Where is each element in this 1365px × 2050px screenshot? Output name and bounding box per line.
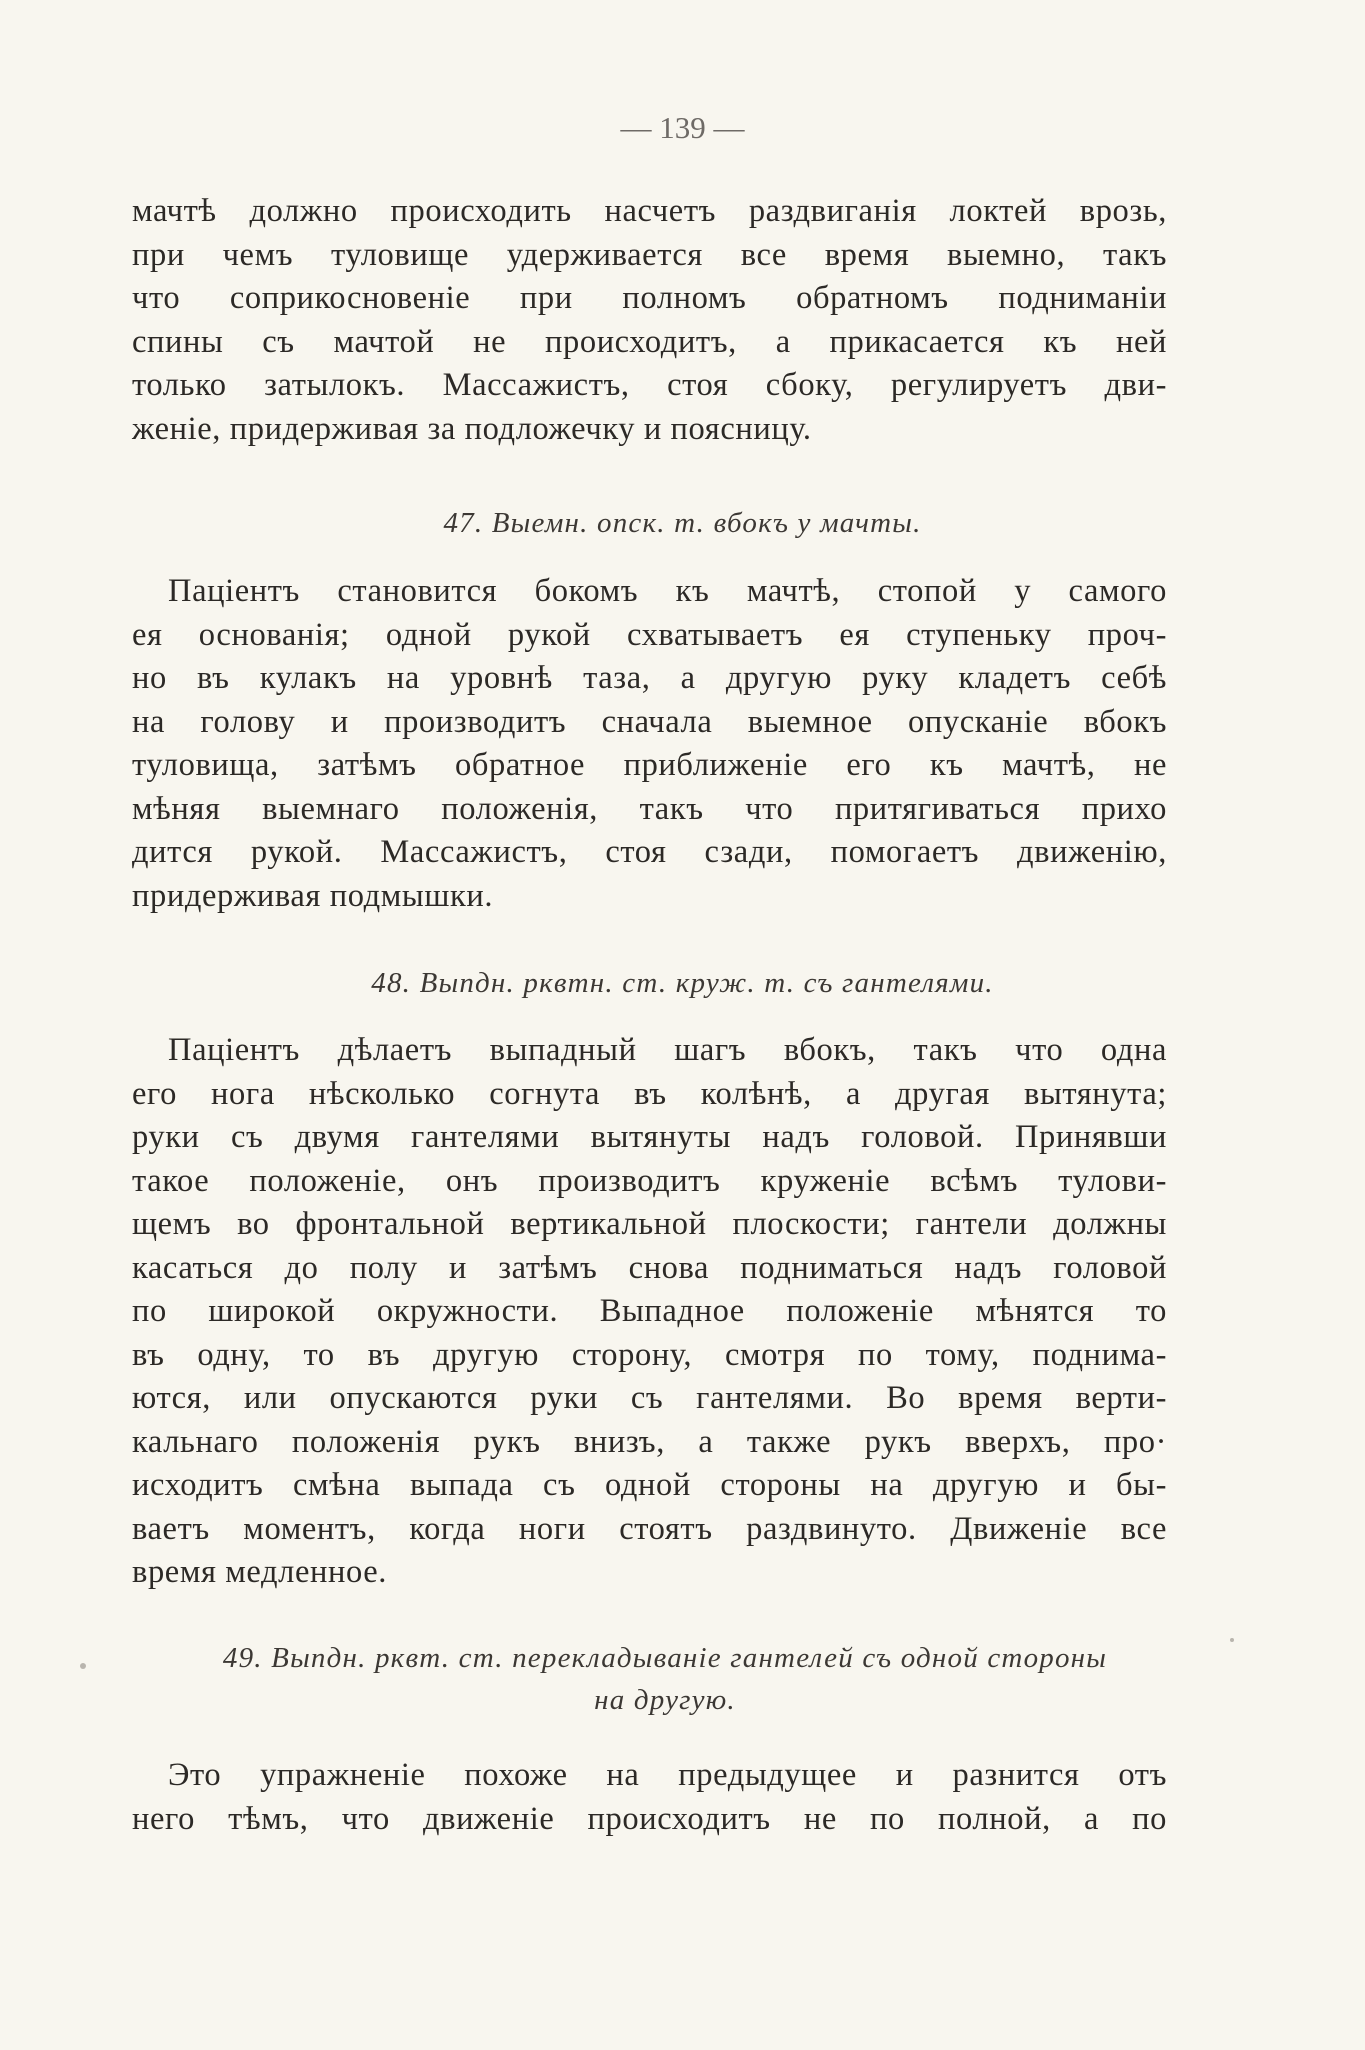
text-line: щемъ во фронтальной вертикальной плоскости; гантели должны [132, 1206, 1167, 1242]
text-line: Это упражненіе похоже на предыдущее и разнится отъ [168, 1757, 1167, 1793]
text-line: кальнаго положенія рукъ внизъ, а также рукъ вверхъ, про· [132, 1423, 1167, 1460]
intro-paragraph [132, 190, 1167, 451]
text-line: только затылокъ. Массажистъ, стоя сбоку, регулируетъ дви- [132, 367, 1167, 403]
text-line: туловища, затѣмъ обратное приближеніе его къ мачтѣ, не [132, 747, 1167, 783]
text-line: касаться до полу и затѣмъ снова подниматься надъ головой [132, 1249, 1167, 1286]
text-line: ются, или опускаются руки съ гантелями. Во время верти- [132, 1380, 1167, 1416]
text-line: руки съ двумя гантелями вытянуты надъ головой. Принявши [132, 1119, 1167, 1155]
text-line: при чемъ туловище удерживается все время выемно, такъ [132, 236, 1167, 273]
text-line: спины съ мачтой не происходитъ, а прикасается къ ней [132, 323, 1167, 360]
text-line: мачтѣ должно происходить насчетъ раздвиганія локтей врозь, [132, 193, 1167, 229]
text-line: ея основанія; одной рукой схватываетъ ея ступеньку проч- [132, 616, 1167, 653]
text-line: дится рукой. Массажистъ, стоя сзади, помогаетъ движенію, [132, 834, 1167, 870]
text-line: такое положеніе, онъ производитъ круженіе всѣмъ тулови- [132, 1162, 1167, 1199]
heading-line: 49. Выпдн. рквт. ст. перекладываніе гантелей съ одной стороны [222, 1642, 1108, 1674]
scan-speck [1230, 1638, 1234, 1642]
section-49-paragraph [132, 1754, 1167, 1841]
section-heading-47: 47. Выемн. опск. т. вбокъ у мачты. [443, 507, 922, 539]
text-line: въ одну, то въ другую сторону, смотря по тому, поднима- [132, 1336, 1167, 1373]
page-number: — 139 — [620, 110, 745, 145]
section-47-paragraph [132, 570, 1167, 918]
text-line: придерживая подмышки. [132, 877, 494, 914]
text-line: Паціентъ становится бокомъ къ мачтѣ, стопой у самого [168, 573, 1167, 609]
text-line: него тѣмъ, что движеніе происходитъ не по полной, а по [132, 1800, 1167, 1837]
text-line: исходитъ смѣна выпада съ одной стороны на другую и бы- [132, 1467, 1167, 1503]
text-line: его нога нѣсколько согнута въ колѣнѣ, а другая вытянута; [132, 1075, 1167, 1112]
text-line: мѣняя выемнаго положенія, такъ что притягиваться прихо [132, 790, 1167, 827]
heading-line: на другую. [594, 1684, 736, 1716]
text-line: женіе, придерживая за подложечку и поясницу. [132, 410, 812, 447]
section-heading-48: 48. Выпдн. рквтн. ст. круж. т. съ гантелями. [371, 967, 994, 999]
text-line: время медленное. [132, 1554, 387, 1590]
text-line: Паціентъ дѣлаетъ выпадный шагъ вбокъ, такъ что одна [168, 1032, 1167, 1068]
scan-speck [80, 1663, 86, 1669]
text-line: на голову и производитъ сначала выемное опусканіе вбокъ [132, 703, 1167, 740]
text-line: что соприкосновеніе при полномъ обратномъ подниманіи [132, 280, 1167, 316]
section-48-paragraph [132, 1029, 1167, 1595]
text-line: но въ кулакъ на уровнѣ таза, а другую руку кладетъ себѣ [132, 660, 1167, 696]
section-heading-49 [150, 1637, 1180, 1721]
text-line: ваетъ моментъ, когда ноги стоятъ раздвинуто. Движеніе все [132, 1510, 1167, 1547]
text-line: по широкой окружности. Выпадное положеніе мѣнятся то [132, 1293, 1167, 1329]
